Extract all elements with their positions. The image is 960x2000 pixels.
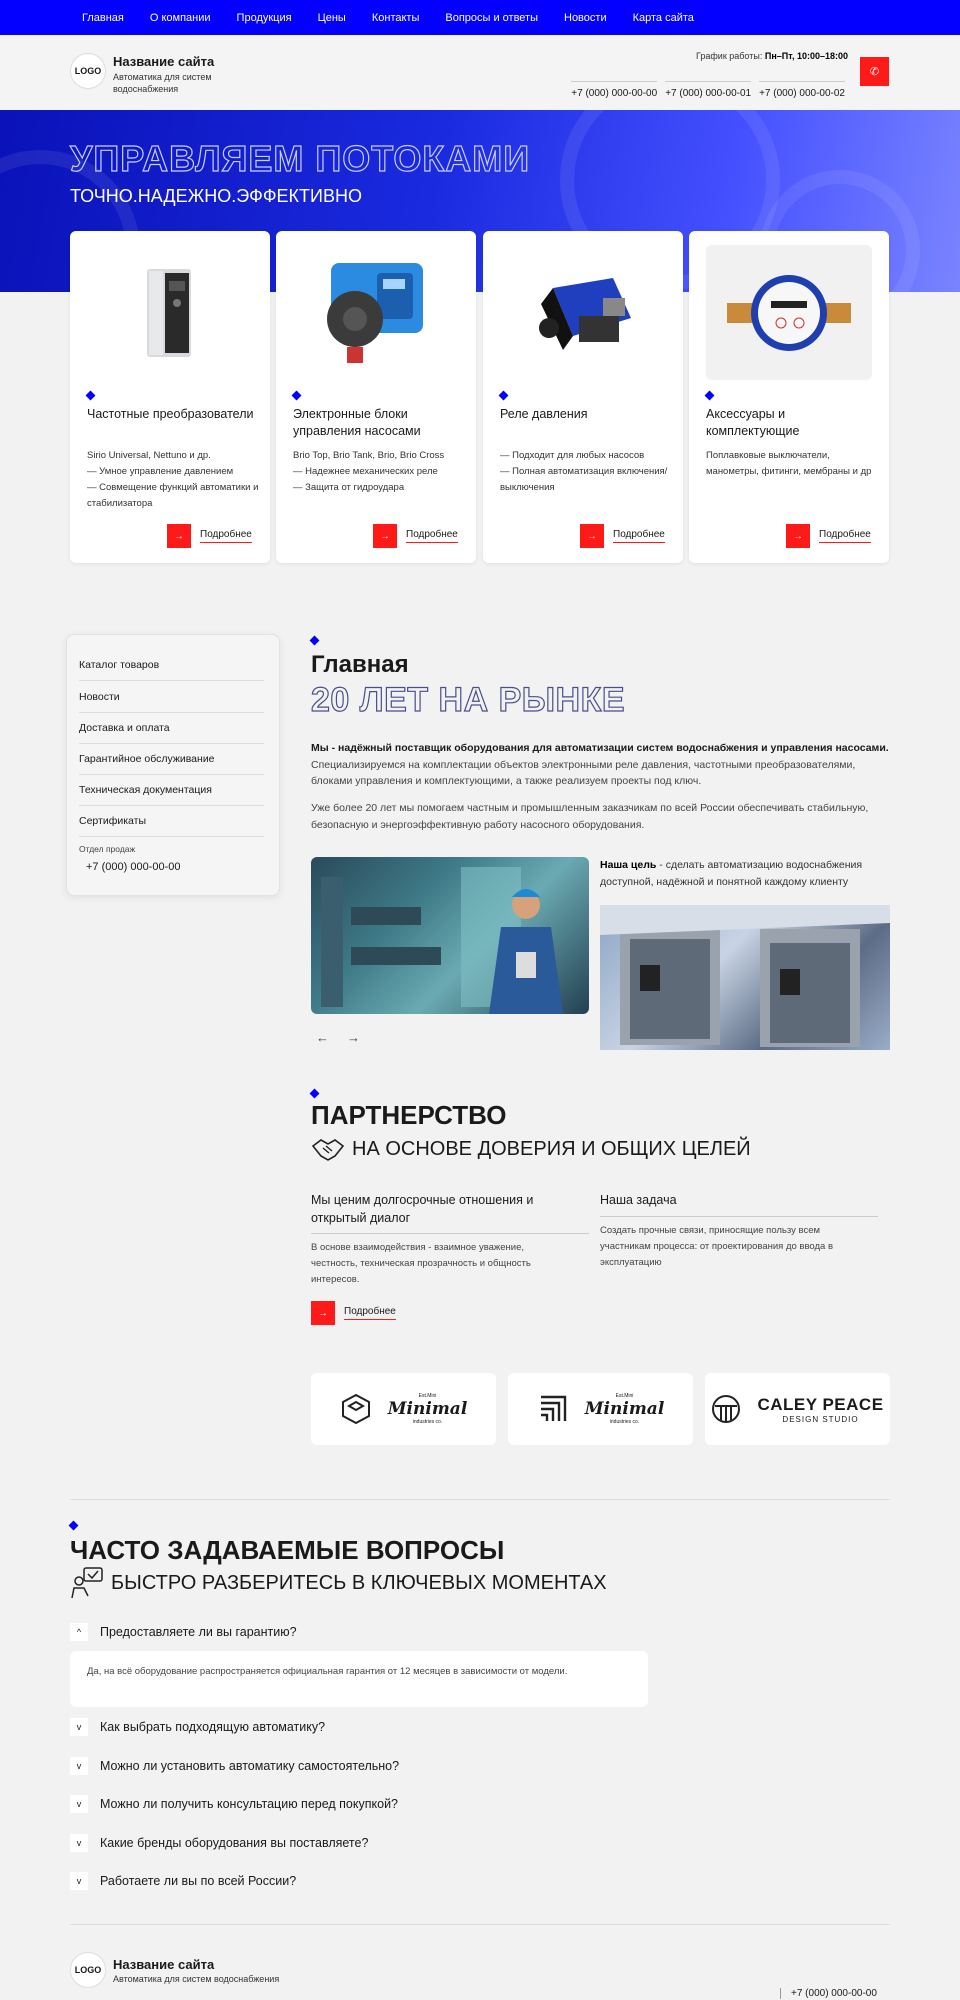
nav-about[interactable]: О компании (149, 11, 211, 24)
partnership-col-title: Мы ценим долгосрочные отношения и открытый диалог (311, 1193, 534, 1225)
more-link[interactable] (373, 524, 458, 548)
site-header (0, 35, 960, 110)
card-title: Реле давления (500, 407, 588, 421)
sidebar-item-catalog[interactable]: Каталог товаров (79, 659, 264, 681)
faq-question-text: Какие бренды оборудования вы поставляете? (100, 1836, 369, 1850)
partner-logo[interactable] (705, 1373, 890, 1445)
diamond-bullet-icon (86, 391, 96, 401)
card-description (293, 448, 468, 496)
product-image-water-meter (706, 245, 872, 380)
product-image-pressure-switch (500, 245, 666, 380)
card-desc-line: Поплавковые выключатели, манометры, фитинги, мембраны и др (706, 450, 872, 477)
diamond-bullet-icon (310, 636, 320, 646)
chevron-down-icon: v (70, 1795, 88, 1813)
phone-link[interactable]: +7 (000) 000-00-00 (571, 81, 657, 99)
card-title: Аксессуары и комплектующие (706, 407, 800, 438)
product-card[interactable] (276, 231, 476, 563)
arrow-right-icon: → (373, 524, 397, 548)
card-description (706, 448, 881, 480)
brand-tag: DESIGN STUDIO (782, 1414, 859, 1424)
diamond-bullet-icon (292, 391, 302, 401)
brand-name: CALEY PEACE (757, 1394, 884, 1414)
more-link[interactable] (786, 524, 871, 548)
faq-question[interactable] (70, 1795, 398, 1813)
brand-wordmark (388, 1393, 468, 1425)
chevron-down-icon: v (70, 1718, 88, 1736)
partner-logo[interactable] (508, 1373, 693, 1445)
intro-bold: Мы - надёжный поставщик оборудования для автоматизации систем водоснабжения и управления насосами. (311, 742, 889, 754)
handshake-icon (311, 1136, 345, 1162)
diamond-bullet-icon (499, 391, 509, 401)
experience-paragraph: Уже более 20 лет мы помогаем частным и промышленным заказчикам по всей России обеспечивать стабильную, безопасную и энергоэффективную работу насосного оборудования. (311, 802, 869, 831)
brand-small: Est.Mini (615, 1393, 634, 1399)
brand-name: Minimal (387, 1399, 468, 1419)
goal-text (600, 857, 890, 891)
partnership-col-title: Наша задача (600, 1193, 677, 1207)
page-title: Главная (311, 651, 409, 678)
arrow-right-icon: → (786, 524, 810, 548)
goal-rest: - сделать автоматизацию водоснабжения доступной, надёжной и понятной каждому клиенту (600, 859, 863, 888)
partnership-col-desc: В основе взаимодействия - взаимное уважение, честность, техническая прозрачность и общность интересов. (311, 1242, 531, 1285)
page-outline-heading: 20 ЛЕТ НА РЫНКЕ (311, 681, 626, 719)
section-divider (70, 1924, 890, 1925)
goal-bold: Наша цель (600, 859, 657, 871)
chevron-down-icon: v (70, 1757, 88, 1775)
header-phones (571, 81, 845, 99)
sidebar-item-news[interactable]: Новости (79, 691, 264, 713)
brand-tag: industries co. (412, 1419, 443, 1425)
nav-faq[interactable]: Вопросы и ответы (445, 11, 538, 24)
product-image-pump-controller (293, 245, 459, 380)
more-label: Подробнее (406, 529, 458, 543)
work-hours-value: Пн–Пт, 10:00–18:00 (764, 51, 848, 61)
faq-question-open[interactable] (70, 1623, 297, 1641)
brand-small: Est.Mini (418, 1393, 437, 1399)
chevron-up-icon: ^ (70, 1623, 88, 1641)
control-cabinets-photo (600, 905, 890, 1050)
more-link[interactable] (311, 1301, 396, 1325)
sidebar-item-docs[interactable]: Техническая документация (79, 784, 264, 806)
slider-controls (316, 1030, 360, 1045)
partner-logo[interactable] (311, 1373, 496, 1445)
arrow-right-icon: → (167, 524, 191, 548)
nav-contacts[interactable]: Контакты (371, 11, 420, 24)
sidebar-menu (66, 634, 280, 896)
brand-wordmark (757, 1395, 883, 1424)
footer-logo[interactable]: LOGO (70, 1952, 106, 1988)
sidebar-item-warranty[interactable]: Гарантийное обслуживание (79, 753, 264, 775)
faq-question-text: Можно ли установить автоматику самостоятельно? (100, 1759, 400, 1773)
stripes-logo-icon (537, 1393, 569, 1425)
brand-wordmark (585, 1393, 665, 1425)
card-desc-line: — Надежнее механических реле (293, 466, 438, 477)
sidebar-item-certificates[interactable]: Сертификаты (79, 815, 264, 837)
phone-link[interactable]: +7 (000) 000-00-01 (665, 81, 751, 99)
arrow-right-icon: → (580, 524, 604, 548)
product-card[interactable] (70, 231, 270, 563)
faq-question-text: Предоставляете ли вы гарантию? (100, 1625, 297, 1639)
call-button[interactable] (860, 57, 889, 86)
arrow-right-icon: → (311, 1301, 335, 1325)
card-desc-line: Sirio Universal, Nettuno и др. (87, 450, 211, 461)
hexagon-logo-icon (340, 1393, 372, 1425)
hero-title: УПРАВЛЯЕМ ПОТОКАМИ (70, 138, 531, 179)
nav-sitemap[interactable]: Карта сайта (632, 11, 694, 24)
diamond-bullet-icon (310, 1089, 320, 1099)
card-desc-line: — Полная автоматизация включения/выключения (500, 466, 668, 493)
nav-home[interactable]: Главная (82, 11, 124, 24)
intro-paragraph (311, 740, 891, 790)
logo[interactable]: LOGO (70, 53, 106, 89)
sales-phone[interactable]: +7 (000) 000-00-00 (86, 861, 181, 873)
nav-prices[interactable]: Цены (317, 11, 346, 24)
faq-question-text: Работаете ли вы по всей России? (100, 1874, 297, 1888)
faq-question[interactable] (70, 1757, 399, 1775)
more-label: Подробнее (200, 529, 252, 543)
divider (311, 1233, 589, 1234)
work-hours-label: График работы: (696, 51, 765, 61)
diamond-bullet-icon (69, 1521, 79, 1531)
card-desc-line: — Умное управление давлением (87, 466, 234, 477)
phone-icon: ✆ (869, 66, 880, 78)
faq-question[interactable] (70, 1834, 368, 1852)
faq-question[interactable] (70, 1872, 296, 1890)
product-card[interactable] (689, 231, 889, 563)
more-label: Подробнее (819, 529, 871, 543)
partnership-subtitle: НА ОСНОВЕ ДОВЕРИЯ И ОБЩИХ ЦЕЛЕЙ (352, 1138, 751, 1160)
nav-news[interactable]: Новости (564, 11, 607, 24)
nav-products[interactable]: Продукция (236, 11, 292, 24)
more-link[interactable] (580, 524, 665, 548)
partnership-title: ПАРТНЕРСТВО (311, 1100, 507, 1130)
top-nav (0, 0, 960, 35)
brand-name: Minimal (584, 1399, 665, 1419)
faq-question[interactable] (70, 1718, 325, 1736)
arrow-right-icon[interactable]: → (347, 1030, 360, 1045)
engineer-photo (311, 857, 589, 1014)
phone-link[interactable]: +7 (000) 000-00-02 (759, 81, 845, 99)
site-name: Название сайта (113, 54, 215, 69)
more-label: Подробнее (344, 1306, 396, 1320)
card-description (500, 448, 675, 496)
arrow-left-icon[interactable]: ← (316, 1030, 329, 1045)
faq-help-icon (70, 1566, 106, 1600)
card-desc-line: — Подходит для любых насосов (500, 450, 645, 461)
site-tagline: Автоматика для систем водоснабжения (113, 72, 212, 94)
card-description (87, 448, 262, 512)
card-desc-line: Brio Top, Brio Tank, Brio, Brio Cross (293, 450, 445, 461)
card-title: Электронные блоки управления насосами (293, 407, 421, 438)
more-label: Подробнее (613, 529, 665, 543)
faq-question-text: Можно ли получить консультацию перед покупкой? (100, 1797, 399, 1811)
chevron-down-icon: v (70, 1872, 88, 1890)
brand-tag: industries co. (609, 1419, 640, 1425)
section-divider (70, 1499, 890, 1500)
faq-subtitle: БЫСТРО РАЗБЕРИТЕСЬ В КЛЮЧЕВЫХ МОМЕНТАХ (111, 1572, 607, 1594)
divider (600, 1216, 878, 1217)
diamond-bullet-icon (705, 391, 715, 401)
work-hours (696, 51, 848, 61)
card-title: Частотные преобразователи (87, 407, 254, 421)
chevron-down-icon: v (70, 1834, 88, 1852)
footer-phone[interactable]: +7 (000) 000-00-00 (780, 1988, 877, 1999)
faq-question-text: Как выбрать подходящую автоматику? (100, 1720, 326, 1734)
product-card[interactable] (483, 231, 683, 563)
more-link[interactable] (167, 524, 252, 548)
footer-site-name: Название сайта (113, 1957, 215, 1972)
faq-answer: Да, на всё оборудование распространяется официальная гарантия от 12 месяцев в зависимости от модели. (70, 1651, 648, 1707)
faq-title: ЧАСТО ЗАДАВАЕМЫЕ ВОПРОСЫ (70, 1535, 505, 1565)
card-desc-line: — Защита от гидроудара (293, 482, 405, 493)
hero-subtitle: ТОЧНО.НАДЕЖНО.ЭФФЕКТИВНО (70, 186, 362, 206)
partnership-col-desc: Создать прочные связи, приносящие пользу всем участникам процесса: от проектирования до ввода в эксплуатацию (600, 1225, 833, 1268)
intro-rest: Специализируемся на комплектации объектов электронными реле давления, частотными преобразователями, блоками управления и комплектующими, а также реализуем проекты под ключ. (311, 758, 856, 787)
sales-label: Отдел продаж (79, 844, 136, 854)
card-desc-line: — Совмещение функций автоматики и стабилизатора (87, 482, 259, 509)
arch-logo-icon (711, 1394, 741, 1424)
footer-tagline: Автоматика для систем водоснабжения (113, 1974, 280, 1984)
sidebar-item-delivery[interactable]: Доставка и оплата (79, 722, 264, 744)
product-image-frequency-converter (87, 245, 253, 380)
